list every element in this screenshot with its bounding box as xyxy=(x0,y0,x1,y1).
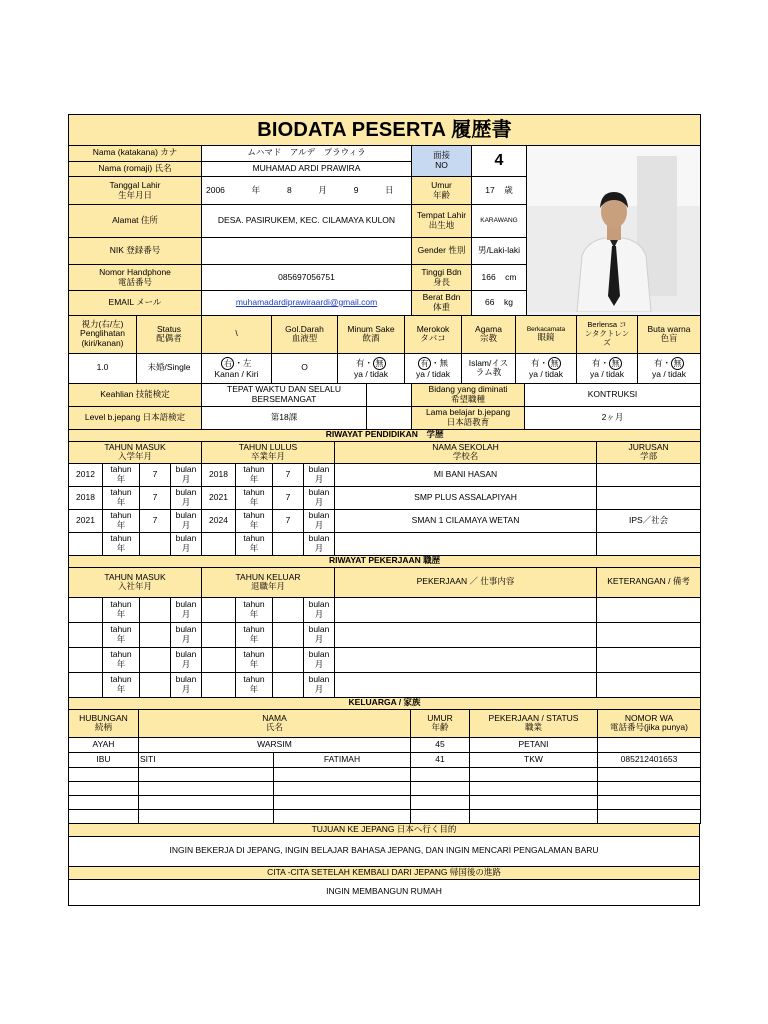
work-entry-month[interactable] xyxy=(140,597,171,622)
work-exit-year[interactable] xyxy=(202,597,236,622)
family-name[interactable]: WARSIM xyxy=(139,737,411,752)
biodata-sheet xyxy=(68,114,700,906)
status-header: Status 配偶者 xyxy=(137,315,202,353)
family-rel[interactable] xyxy=(69,767,139,781)
family-name[interactable] xyxy=(139,781,274,795)
lens-value[interactable]: 有・ 無 ya / tidak xyxy=(577,353,638,383)
family-rel[interactable] xyxy=(69,795,139,809)
phone-value[interactable]: 085697056751 xyxy=(202,265,412,290)
edu-school-header: NAMA SEKOLAH 学校名 xyxy=(335,441,597,463)
table-row xyxy=(69,622,701,647)
family-job[interactable] xyxy=(470,809,598,823)
tahun-label: tahun 年 xyxy=(236,463,273,486)
tahun-label: tahun 年 xyxy=(236,486,273,509)
table-row xyxy=(69,737,701,752)
tahun-label: tahun 年 xyxy=(236,597,273,622)
edu-entry-month[interactable] xyxy=(140,532,171,555)
romaji-label: Nama (romaji) 氏名 xyxy=(69,161,202,177)
work-entry-header: TAHUN MASUK 入社年月 xyxy=(69,567,202,597)
work-table xyxy=(68,555,701,698)
family-job[interactable] xyxy=(470,781,598,795)
bulan-label: bulan 月 xyxy=(304,597,335,622)
interview-no-label: 面接 NO xyxy=(412,146,472,177)
work-note[interactable] xyxy=(597,597,701,622)
family-name[interactable] xyxy=(274,781,411,795)
work-section-title: RIWAYAT PEKERJAAN 職歴 xyxy=(69,555,701,567)
work-note[interactable] xyxy=(597,622,701,647)
edu-grad-month[interactable]: 7 xyxy=(273,509,304,532)
level-extra xyxy=(367,406,412,429)
family-name[interactable]: FATIMAH xyxy=(274,752,411,767)
table-row xyxy=(69,509,701,532)
family-rel-header: HUBUNGAN 続柄 xyxy=(69,709,139,737)
work-job[interactable] xyxy=(335,597,597,622)
katakana-value[interactable]: ムハマド アルデ プラウィラ xyxy=(202,146,412,162)
duration-label: Lama belajar b.jepang 日本語教育 xyxy=(412,406,525,429)
edu-entry-year[interactable]: 2021 xyxy=(69,509,103,532)
edu-grad-year[interactable] xyxy=(202,532,236,555)
edu-grad-year[interactable]: 2021 xyxy=(202,486,236,509)
email-label: EMAIL メール xyxy=(69,290,202,315)
work-note[interactable] xyxy=(597,672,701,697)
birthplace-value[interactable]: KARAWANG xyxy=(472,204,527,238)
romaji-value[interactable]: MUHAMAD ARDI PRAWIRA xyxy=(202,161,412,177)
bulan-label: bulan 月 xyxy=(304,622,335,647)
edu-major-header: JURUSAN 学部 xyxy=(597,441,701,463)
tahun-label: tahun 年 xyxy=(236,622,273,647)
bulan-label: bulan 月 xyxy=(304,672,335,697)
tahun-label: tahun 年 xyxy=(103,597,140,622)
bulan-label: bulan 月 xyxy=(171,597,202,622)
bulan-label: bulan 月 xyxy=(171,486,202,509)
bulan-label: bulan 月 xyxy=(304,647,335,672)
work-exit-year[interactable] xyxy=(202,622,236,647)
family-age[interactable] xyxy=(411,781,470,795)
edu-school-name[interactable]: SMAN 1 CILAMAYA WETAN xyxy=(335,509,597,532)
height-label: Tinggi Bdn 身長 xyxy=(412,265,472,290)
family-name[interactable] xyxy=(274,795,411,809)
religion-value[interactable]: Islam/イス ラム教 xyxy=(462,353,516,383)
edu-major[interactable] xyxy=(597,532,701,555)
phone-label: Nomor Handphone 電話番号 xyxy=(69,265,202,290)
table-row xyxy=(69,486,701,509)
bulan-label: bulan 月 xyxy=(171,622,202,647)
work-exit-month[interactable] xyxy=(273,597,304,622)
table-row xyxy=(69,781,701,795)
work-entry-year[interactable] xyxy=(69,672,103,697)
family-job[interactable]: PETANI xyxy=(470,737,598,752)
work-entry-month[interactable] xyxy=(140,672,171,697)
family-phone[interactable]: 085212401653 xyxy=(598,752,701,767)
smoke-value[interactable]: 有 ・無 ya / tidak xyxy=(405,353,462,383)
aspiration-value[interactable]: INGIN MEMBANGUN RUMAH xyxy=(69,879,700,905)
purpose-label: TUJUAN KE JEPANG 日本へ行く目的 xyxy=(69,823,700,836)
bulan-label: bulan 月 xyxy=(171,672,202,697)
birthplace-label: Tempat Lahir 出生地 xyxy=(412,204,472,238)
blood-header: Gol.Darah 血液型 xyxy=(272,315,338,353)
family-job[interactable] xyxy=(470,795,598,809)
participant-photo-image xyxy=(527,146,701,312)
family-phone[interactable] xyxy=(598,781,701,795)
table-row xyxy=(69,532,701,555)
edu-entry-header: TAHUN MASUK 入学年月 xyxy=(69,441,202,463)
work-entry-year[interactable] xyxy=(69,622,103,647)
purpose-table xyxy=(68,823,700,906)
tahun-label: tahun 年 xyxy=(103,509,140,532)
katakana-label: Nama (katakana) カナ xyxy=(69,146,202,162)
table-row xyxy=(69,809,701,823)
bulan-label: bulan 月 xyxy=(171,532,202,555)
edu-grad-month[interactable]: 7 xyxy=(273,463,304,486)
age-label: Umur 年齢 xyxy=(412,177,472,204)
tahun-label: tahun 年 xyxy=(236,509,273,532)
edu-entry-year[interactable]: 2018 xyxy=(69,486,103,509)
gender-value[interactable]: 男/Laki-laki xyxy=(472,238,527,265)
interview-no-value[interactable]: 4 xyxy=(472,146,527,177)
family-section-title: KELUARGA / 家族 xyxy=(69,697,701,709)
address-value[interactable]: DESA. PASIRUKEM, KEC. CILAMAYA KULON xyxy=(202,204,412,238)
edu-school-name[interactable]: MI BANI HASAN xyxy=(335,463,597,486)
skill-value[interactable]: TEPAT WAKTU DAN SELALU BERSEMANGAT xyxy=(202,383,367,406)
edu-major[interactable]: IPS／社会 xyxy=(597,509,701,532)
bulan-label: bulan 月 xyxy=(171,647,202,672)
edu-entry-month[interactable]: 7 xyxy=(140,486,171,509)
sake-value[interactable]: 有・ 無 ya / tidak xyxy=(338,353,405,383)
blood-value[interactable]: O xyxy=(272,353,338,383)
family-name-header: NAMA 氏名 xyxy=(139,709,411,737)
purpose-value[interactable]: INGIN BEKERJA DI JEPANG, INGIN BELAJAR BAHASA JEPANG, DAN INGIN MENCARI PENGALAMAN BARU xyxy=(69,836,700,866)
gender-label: Gender 性別 xyxy=(412,238,472,265)
edu-school-name[interactable]: SMP PLUS ASSALAPIYAH xyxy=(335,486,597,509)
lens-header: Berlensa コ ンタクトレン ズ xyxy=(577,315,638,353)
level-value[interactable]: 第18課 xyxy=(202,406,367,429)
nik-label: NIK 登録番号 xyxy=(69,238,202,265)
hand-header: \ xyxy=(202,315,272,353)
family-table xyxy=(68,697,701,824)
family-name[interactable] xyxy=(139,795,274,809)
edu-grad-month[interactable] xyxy=(273,532,304,555)
edu-entry-year[interactable]: 2012 xyxy=(69,463,103,486)
family-rel[interactable]: IBU xyxy=(69,752,139,767)
age-value[interactable]: 17 歳 xyxy=(472,177,527,204)
status-value[interactable]: 未婚/Single xyxy=(137,353,202,383)
email-link[interactable]: muhamadardiprawiraardi@gmail.com xyxy=(235,296,378,307)
nik-value[interactable] xyxy=(202,238,412,265)
edu-entry-year[interactable] xyxy=(69,532,103,555)
family-age[interactable] xyxy=(411,767,470,781)
dob-label: Tanggal Lahir 生年月日 xyxy=(69,177,202,204)
edu-major[interactable] xyxy=(597,486,701,509)
tahun-label: tahun 年 xyxy=(103,672,140,697)
table-row xyxy=(69,672,701,697)
duration-value[interactable]: 2ヶ月 xyxy=(525,406,701,429)
bulan-label: bulan 月 xyxy=(171,509,202,532)
weight-label: Berat Bdn 体重 xyxy=(412,290,472,315)
family-rel[interactable] xyxy=(69,809,139,823)
family-job-header: PEKERJAAN / STATUS 職業 xyxy=(470,709,598,737)
address-label: Alamat 住所 xyxy=(69,204,202,238)
work-exit-header: TAHUN KELUAR 退職年月 xyxy=(202,567,335,597)
field-label: Bidang yang diminati 希望職種 xyxy=(412,383,525,406)
glasses-selected-circle: 無 xyxy=(548,357,561,370)
colorblind-header: Buta warna 色盲 xyxy=(638,315,701,353)
tahun-label: tahun 年 xyxy=(236,532,273,555)
tahun-label: tahun 年 xyxy=(236,672,273,697)
tahun-label: tahun 年 xyxy=(103,463,140,486)
field-value[interactable]: KONTRUKSI xyxy=(525,383,701,406)
skill-extra xyxy=(367,383,412,406)
email-value[interactable] xyxy=(202,290,412,315)
family-age[interactable] xyxy=(411,809,470,823)
edu-school-name[interactable] xyxy=(335,532,597,555)
family-age[interactable]: 41 xyxy=(411,752,470,767)
personal-table xyxy=(68,114,701,316)
sake-header: Minum Sake 飲酒 xyxy=(338,315,405,353)
level-label: Level b.jepang 日本語検定 xyxy=(69,406,202,429)
edu-grad-year[interactable]: 2024 xyxy=(202,509,236,532)
work-note[interactable] xyxy=(597,647,701,672)
bulan-label: bulan 月 xyxy=(304,463,335,486)
work-entry-month[interactable] xyxy=(140,647,171,672)
edu-grad-header: TAHUN LULUS 卒業年月 xyxy=(202,441,335,463)
sake-selected-circle: 無 xyxy=(373,357,386,370)
document-title: BIODATA PESERTA 履歴書 xyxy=(69,115,701,146)
colorblind-value[interactable]: 有・ 無 ya / tidak xyxy=(638,353,701,383)
family-name[interactable] xyxy=(274,767,411,781)
bulan-label: bulan 月 xyxy=(171,463,202,486)
edu-entry-month[interactable]: 7 xyxy=(140,463,171,486)
height-value[interactable]: 166 cm xyxy=(472,265,527,290)
work-job[interactable] xyxy=(335,647,597,672)
family-phone[interactable] xyxy=(598,767,701,781)
family-phone[interactable] xyxy=(598,809,701,823)
table-row xyxy=(69,795,701,809)
family-age[interactable] xyxy=(411,795,470,809)
vision-value[interactable]: 1.0 xyxy=(69,353,137,383)
family-age-header: UMUR 年齢 xyxy=(411,709,470,737)
bulan-label: bulan 月 xyxy=(304,486,335,509)
family-job[interactable]: TKW xyxy=(470,752,598,767)
hand-value[interactable]: 右 ・左 Kanan / Kiri xyxy=(202,353,272,383)
family-name[interactable] xyxy=(274,809,411,823)
bulan-label: bulan 月 xyxy=(304,532,335,555)
table-row xyxy=(69,767,701,781)
vision-header: 視力(右/左) Penglihatan (kiri/kanan) xyxy=(69,315,137,353)
work-entry-year[interactable] xyxy=(69,597,103,622)
work-exit-year[interactable] xyxy=(202,647,236,672)
tahun-label: tahun 年 xyxy=(103,647,140,672)
tahun-label: tahun 年 xyxy=(103,622,140,647)
family-phone-header: NOMOR WA 電話番号(jika punya) xyxy=(598,709,701,737)
education-table xyxy=(68,429,701,556)
work-entry-month[interactable] xyxy=(140,622,171,647)
work-exit-month[interactable] xyxy=(273,647,304,672)
dob-value[interactable]: 2006 年 8 月 9 日 xyxy=(202,177,412,204)
participant-photo xyxy=(527,146,701,316)
edu-major[interactable] xyxy=(597,463,701,486)
smoke-selected-circle: 有 xyxy=(418,357,431,370)
work-job-header: PEKERJAAN ／ 仕事内容 xyxy=(335,567,597,597)
skills-table xyxy=(68,383,701,430)
table-row xyxy=(69,597,701,622)
work-exit-month[interactable] xyxy=(273,622,304,647)
tahun-label: tahun 年 xyxy=(103,532,140,555)
weight-value[interactable]: 66 kg xyxy=(472,290,527,315)
family-name[interactable] xyxy=(139,809,274,823)
family-phone[interactable] xyxy=(598,795,701,809)
family-phone[interactable] xyxy=(598,737,701,752)
bulan-label: bulan 月 xyxy=(304,509,335,532)
glasses-value[interactable]: 有・ 無 ya / tidak xyxy=(516,353,577,383)
edu-entry-month[interactable]: 7 xyxy=(140,509,171,532)
religion-header: Agama 宗教 xyxy=(462,315,516,353)
skill-label: Keahlian 技能検定 xyxy=(69,383,202,406)
work-job[interactable] xyxy=(335,672,597,697)
family-age[interactable]: 45 xyxy=(411,737,470,752)
glasses-header: Berkacamata 眼鏡 xyxy=(516,315,577,353)
tahun-label: tahun 年 xyxy=(236,647,273,672)
family-name[interactable]: SITI xyxy=(139,752,274,767)
edu-grad-month[interactable]: 7 xyxy=(273,486,304,509)
family-name[interactable] xyxy=(139,767,274,781)
education-section-title: RIWAYAT PENDIDIKAN 学歴 xyxy=(69,429,701,441)
table-row xyxy=(69,647,701,672)
lens-selected-circle: 無 xyxy=(609,357,622,370)
table-row xyxy=(69,463,701,486)
work-note-header: KETERANGAN / 備考 xyxy=(597,567,701,597)
health-table xyxy=(68,315,701,384)
smoke-header: Merokok タバコ xyxy=(405,315,462,353)
family-rel[interactable]: AYAH xyxy=(69,737,139,752)
table-row xyxy=(69,752,701,767)
work-entry-year[interactable] xyxy=(69,647,103,672)
family-rel[interactable] xyxy=(69,781,139,795)
work-exit-year[interactable] xyxy=(202,672,236,697)
hand-selected-circle: 右 xyxy=(221,357,234,370)
work-exit-month[interactable] xyxy=(273,672,304,697)
aspiration-label: CITA -CITA SETELAH KEMBALI DARI JEPANG 帰国後の進路 xyxy=(69,866,700,879)
colorblind-selected-circle: 無 xyxy=(671,357,684,370)
family-job[interactable] xyxy=(470,767,598,781)
tahun-label: tahun 年 xyxy=(103,486,140,509)
work-job[interactable] xyxy=(335,622,597,647)
edu-grad-year[interactable]: 2018 xyxy=(202,463,236,486)
